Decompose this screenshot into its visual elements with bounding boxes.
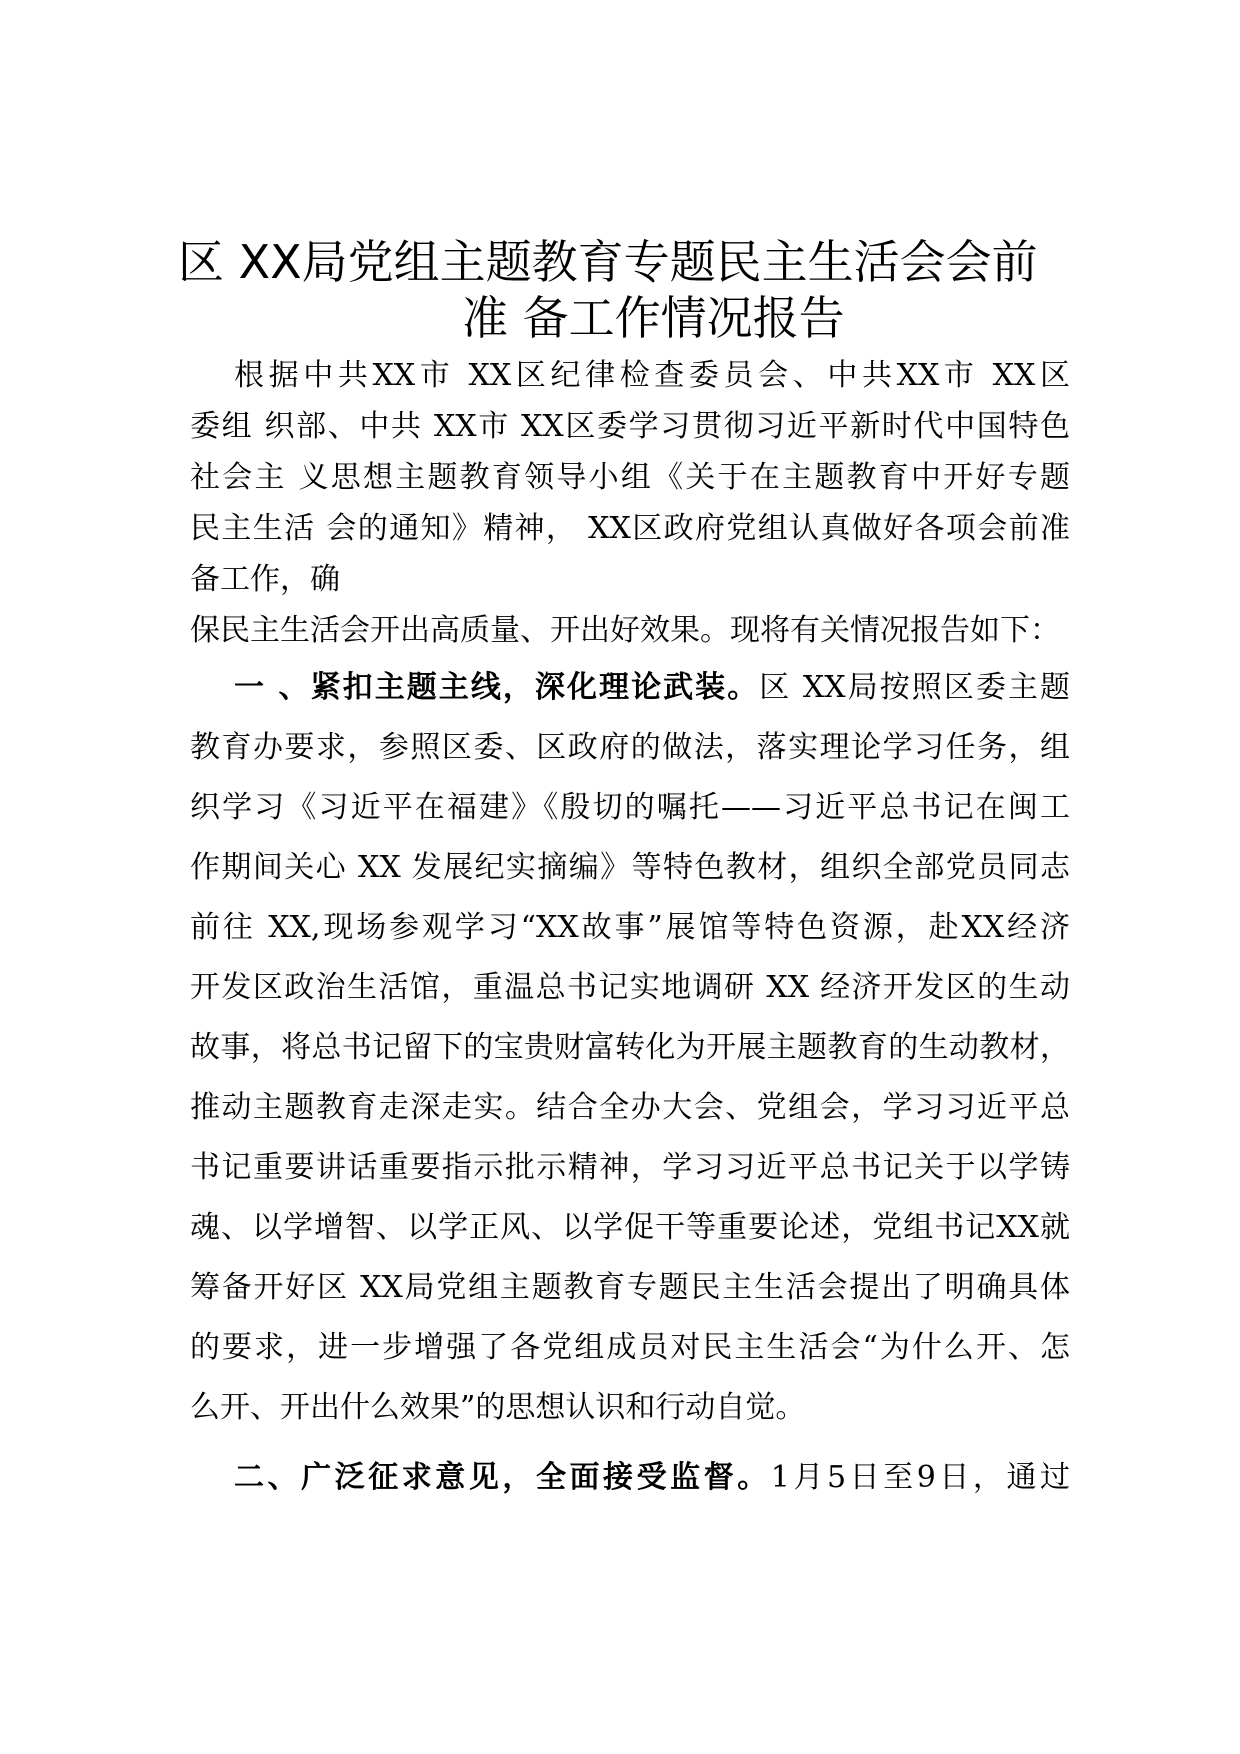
section1-line-3: 作期间关心 XX 发展纪实摘编》等特色教材，组织全部党员同志 <box>190 850 1070 885</box>
section1-line-5: 开发区政治生活馆，重温总书记实地调研 XX 经济开发区的生动 <box>190 970 1070 1005</box>
section1-line-7: 推动主题教育走深走实。结合全办大会、党组会，学习习近平总 <box>190 1090 1070 1125</box>
section1-line-2: 织学习《习近平在福建》《殷切的嘱托——习近平总书记在闽工 <box>190 790 1070 825</box>
section2-first-line-rest: 1月5日至9日，通过 <box>770 1460 1071 1495</box>
section1-first-line <box>234 668 1070 708</box>
intro-line-2: 委组 织部、中共 XX市 XX区委学习贯彻习近平新时代中国特色 <box>190 409 1070 444</box>
document-title-line-1: 区 XX局党组主题教育专题民主生活会会前 <box>178 235 1038 289</box>
section1-line-8: 书记重要讲话重要指示批示精神，学习习近平总书记关于以学铸 <box>190 1150 1070 1185</box>
intro-line-1: 根据中共XX市 XX区纪律检查委员会、中共XX市 XX区 <box>234 358 1070 393</box>
section1-line-11: 的要求，进一步增强了各党组成员对民主生活会“为什么开、怎 <box>190 1330 1070 1365</box>
section2-first-line <box>234 1458 1070 1498</box>
section1-heading: 一 、紧扣主题主线，深化理论武装。 <box>234 670 760 705</box>
section1-line-6: 故事，将总书记留下的宝贵财富转化为开展主题教育的生动教材， <box>190 1030 1070 1065</box>
intro-line-6: 保民主生活会开出高质量、开出好效果。现将有关情况报告如下： <box>190 613 1060 648</box>
section1-first-line-rest: 区 XX局按照区委主题 <box>759 670 1070 705</box>
section1-line-9: 魂、以学增智、以学正风、以学促干等重要论述，党组书记XX就 <box>190 1210 1070 1245</box>
intro-line-5: 备工作，确 <box>190 562 340 597</box>
section1-line-10: 筹备开好区 XX局党组主题教育专题民主生活会提出了明确具体 <box>190 1270 1070 1305</box>
document-title-line-2: 准 备工作情况报告 <box>462 291 845 345</box>
intro-line-4: 民主生活 会的通知》精神， XX区政府党组认真做好各项会前准 <box>190 511 1070 546</box>
intro-line-3: 社会主 义思想主题教育领导小组《关于在主题教育中开好专题 <box>190 460 1070 495</box>
section2-heading: 二、广泛征求意见，全面接受监督。 <box>234 1460 771 1495</box>
section1-line-1: 教育办要求，参照区委、区政府的做法，落实理论学习任务，组 <box>190 730 1070 765</box>
section1-line-4: 前往 XX,现场参观学习“XX故事”展馆等特色资源，赴XX经济 <box>190 910 1070 945</box>
section1-line-12: 么开、开出什么效果”的思想认识和行动自觉。 <box>190 1390 806 1425</box>
